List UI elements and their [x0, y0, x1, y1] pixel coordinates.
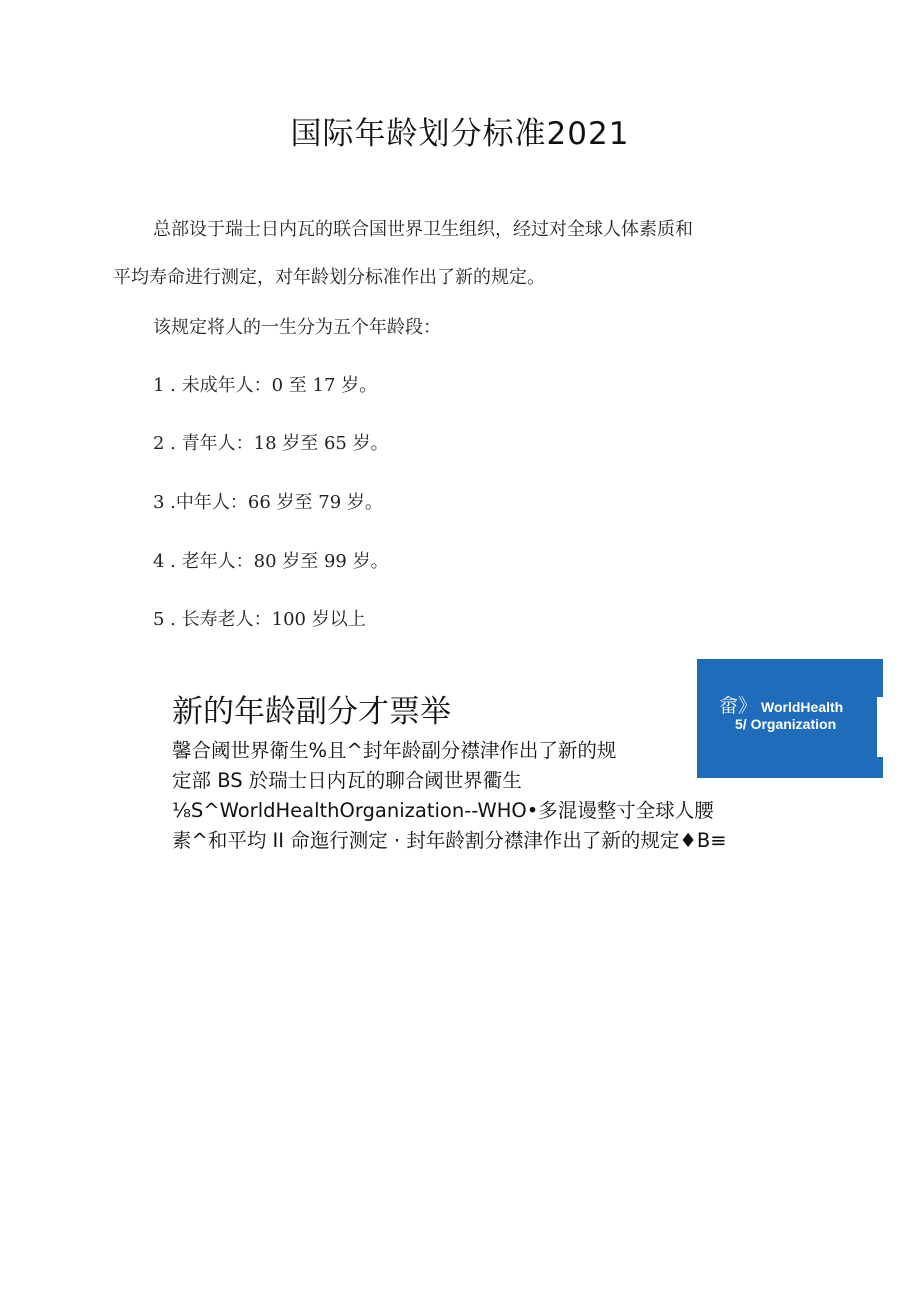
who-emblem-icon: 畲》 — [719, 695, 758, 717]
who-logo-line-1 — [719, 691, 843, 718]
list-heading: 该规定将人的一生分为五个年龄段： — [153, 317, 441, 338]
who-logo — [697, 659, 883, 778]
age-group-item: 2 . 青年人：18 岁至 65 岁。 — [153, 433, 389, 454]
who-logo-line-2: 5/ Organization — [735, 716, 837, 732]
document-title: 国际年龄划分标准2021 — [290, 116, 630, 152]
logo-notch — [877, 697, 883, 757]
age-group-item: 5 . 长寿老人：100 岁以上 — [153, 609, 366, 630]
who-logo-text-1: WorldHealth — [761, 699, 844, 715]
garbled-text-line: 定部 BS 於瑞士日内瓦的聊合阈世界衢生 — [172, 769, 522, 792]
section-title: 新的年龄副分才票举 — [172, 694, 451, 730]
age-group-item: 1 . 未成年人：0 至 17 岁。 — [153, 375, 378, 396]
intro-paragraph-line-2: 平均寿命进行测定，对年龄划分标准作出了新的规定。 — [113, 267, 545, 288]
intro-paragraph-line-1: 总部设于瑞士日内瓦的联合国世界卫生组织，经过对全球人体素质和 — [153, 219, 693, 240]
age-group-item: 3 .中年人：66 岁至 79 岁。 — [153, 492, 383, 513]
garbled-text-line: 素^和平均 II 命迤行测定 · 封年龄割分襟津作出了新的规定♦B≡ — [172, 829, 727, 852]
garbled-text-line: ⅛S^WorldHealthOrganization--WHO•多混谩整寸全球人腰 — [172, 799, 714, 822]
age-group-item: 4 . 老年人：80 岁至 99 岁。 — [153, 551, 389, 572]
garbled-text-line: 馨合阈世界衛生%且^封年龄副分襟津作出了新的规 — [172, 739, 617, 762]
